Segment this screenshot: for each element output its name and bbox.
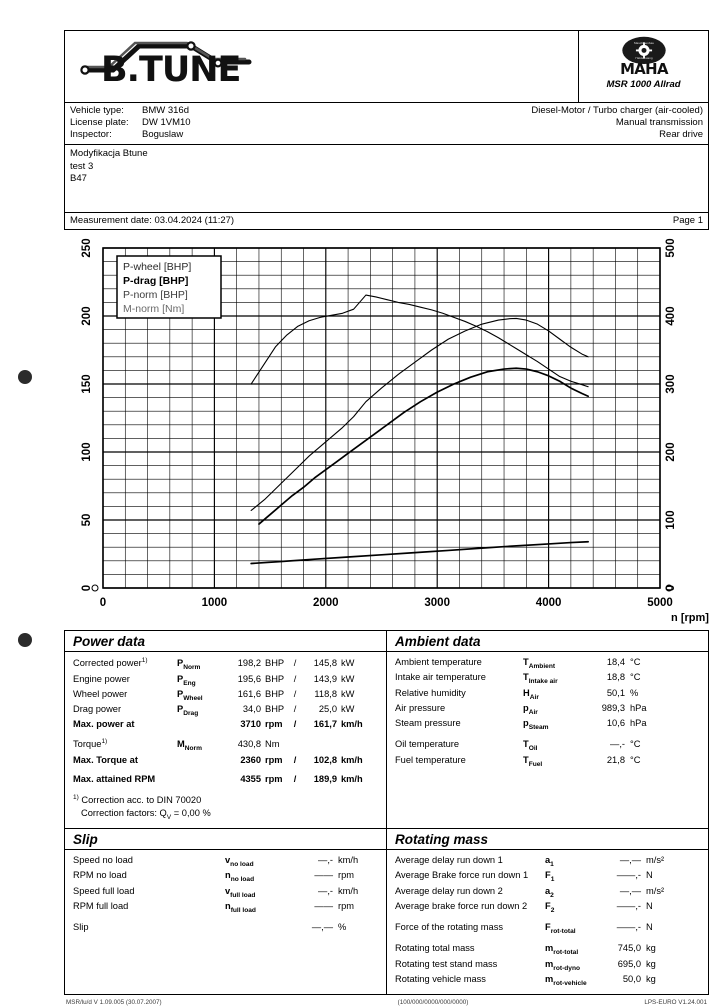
data-row-value-secondary: 145,8	[313, 658, 337, 669]
data-row	[395, 921, 700, 936]
data-row-unit-primary: rpm	[265, 719, 283, 730]
data-row-unit-secondary: kW	[341, 658, 355, 669]
data-row-separator: /	[293, 719, 297, 730]
data-row-label: Speed no load	[73, 855, 133, 866]
btune-logo-text: B.TUNE	[101, 50, 241, 90]
power-data-title: Power data	[65, 633, 386, 652]
x-axis-tick-label: 3000	[424, 597, 450, 610]
data-row-value-primary: ——	[314, 900, 333, 911]
y-axis-left-tick-label: 200	[81, 306, 93, 326]
data-row-separator: /	[293, 703, 297, 714]
rotating-mass-panel	[386, 829, 708, 994]
data-row	[73, 703, 378, 718]
inspector-label: Inspector:	[70, 129, 112, 141]
transmission-line: Manual transmission	[615, 117, 703, 129]
page-number-label: Page 1	[672, 215, 703, 227]
data-row-unit-primary: BHP	[265, 688, 285, 699]
data-row-symbol: $T_{Oil}$	[523, 739, 538, 753]
slip-title: Slip	[65, 831, 386, 850]
data-row-unit-primary: %	[338, 922, 347, 933]
data-row-unit-primary: BHP	[265, 673, 285, 684]
data-row-value-secondary: 118,8	[314, 688, 337, 699]
data-row	[395, 717, 700, 732]
note-line-2: test 3	[70, 160, 94, 172]
vehicle-type-row	[70, 105, 531, 117]
ambient-data-panel	[386, 631, 708, 828]
legend-entry-1[interactable]: P-wheel [BHP]	[123, 261, 192, 274]
data-row-symbol: $P_{Wheel}$	[177, 688, 203, 702]
power-ambient-panels	[64, 630, 709, 829]
ambient-data-body	[387, 652, 708, 771]
y-axis-right-tick-label: 0	[665, 584, 677, 592]
power-footnote-1: $^{1)}$ Correction acc. to DIN 70020	[73, 794, 202, 806]
rotating-mass-body	[387, 850, 708, 990]
data-row-unit-primary: kg	[646, 943, 656, 954]
data-row-value-primary: 18,8	[606, 672, 625, 683]
slip-rotating-panels	[64, 829, 709, 995]
data-row-value-secondary: 102,8	[313, 754, 337, 765]
svg-text:Maschinenbau: Maschinenbau	[633, 41, 654, 46]
data-row	[73, 718, 378, 731]
data-row-unit-primary: rpm	[265, 773, 283, 784]
data-row	[395, 754, 700, 769]
data-row-symbol: $p_{Steam}$	[523, 718, 549, 731]
data-row	[73, 885, 378, 900]
data-row-unit-secondary: km/h	[341, 754, 363, 765]
inspector-value: Boguslaw	[142, 129, 184, 141]
data-row-label: Force of the rotating mass	[395, 922, 503, 933]
svg-text:Haldenwang: Haldenwang	[634, 56, 653, 61]
data-row	[73, 754, 378, 767]
rotating-mass-title: Rotating mass	[387, 831, 708, 850]
data-row-unit-primary: rpm	[265, 754, 283, 765]
data-row-unit-primary: km/h	[338, 855, 359, 866]
data-row-symbol: $a_1$	[545, 855, 554, 869]
data-row-value-primary: —,—	[619, 855, 641, 866]
data-row-value-primary: 2360	[240, 754, 261, 765]
data-row-label: Fuel temperature	[395, 754, 466, 765]
data-row-symbol: $m_{rot-vehicle}$	[545, 973, 587, 987]
data-row-label: Slip	[73, 922, 89, 933]
power-data-body	[65, 652, 386, 824]
x-axis-title: n [rpm]	[671, 612, 709, 625]
data-row-value-primary: 21,8	[606, 754, 625, 765]
data-row	[73, 869, 378, 884]
data-row-label: Average delay run down 1	[395, 855, 503, 866]
data-row	[395, 671, 700, 686]
hole-punch-mark-bottom	[18, 633, 32, 647]
data-row-symbol: $P_{Eng}$	[177, 673, 196, 687]
data-row	[395, 702, 700, 717]
data-row-label: Wheel power	[73, 688, 128, 699]
series-curve-p-drag-bhp	[251, 542, 588, 564]
dyno-chart	[64, 238, 709, 630]
data-row-value-primary: —,-	[610, 739, 625, 750]
data-row-value-primary: 3710	[240, 719, 261, 730]
x-axis-tick-label: 2000	[313, 597, 339, 610]
data-row-symbol: $p_{Air}$	[523, 702, 538, 716]
data-row-separator: /	[293, 688, 297, 699]
data-row-value-primary: —,—	[311, 922, 333, 933]
data-row	[395, 656, 700, 671]
data-row	[73, 773, 378, 786]
data-row-label: Average brake force run down 2	[395, 900, 528, 911]
data-row-unit-primary: BHP	[265, 703, 285, 714]
dyno-chart-svg	[64, 238, 709, 630]
drive-type-line: Rear drive	[659, 129, 703, 141]
hole-punch-mark-top	[18, 370, 32, 384]
data-row-label: Max. power at	[73, 719, 135, 730]
data-row-value-secondary: 25,0	[318, 703, 337, 714]
data-row-unit-primary: m/s²	[646, 885, 665, 896]
data-row	[73, 688, 378, 703]
note-line-1: Modyfikacja Btune	[70, 148, 148, 160]
data-row-symbol: $v_{full load}$	[225, 885, 256, 899]
data-row-symbol: $F_1$	[545, 870, 555, 884]
data-row-separator: /	[293, 658, 297, 669]
data-row-label: Max. Torque at	[73, 754, 138, 765]
data-row-value-primary: 161,6	[237, 688, 261, 699]
data-row-symbol: $F_{rot-total}$	[545, 922, 576, 935]
data-row	[73, 921, 378, 934]
data-row	[395, 958, 700, 973]
data-row-value-primary: 989,3	[601, 702, 625, 713]
data-row	[73, 900, 378, 915]
data-row-value-primary: —,—	[619, 885, 641, 896]
maha-logo-icon	[613, 34, 675, 78]
data-row-separator: /	[293, 673, 297, 684]
x-axis-tick-label: 0	[99, 597, 107, 610]
data-row-label: Corrected power$^{1)}$	[73, 657, 148, 669]
data-row-label: Speed full load	[73, 885, 135, 896]
x-axis-tick-label: 4000	[535, 597, 562, 610]
series-curve-p-wheel-bhp	[259, 368, 588, 524]
data-row-symbol: $T_{Fuel}$	[523, 754, 543, 768]
modification-notes-section	[64, 145, 709, 213]
data-row-value-primary: —,-	[318, 885, 333, 896]
data-row-value-primary: 10,6	[606, 718, 625, 729]
data-row-symbol: $H_{Air}$	[523, 687, 539, 701]
data-row-unit-primary: m/s²	[646, 855, 665, 866]
data-row	[395, 687, 700, 702]
y-axis-left-tick-label: 250	[81, 238, 93, 258]
power-footnote-2: Correction factors: $Q_V = 0,00$ %	[81, 808, 211, 821]
data-row-unit-primary: kg	[646, 958, 656, 969]
data-row-label: Relative humidity	[395, 687, 466, 698]
data-row-unit-primary: N	[646, 900, 653, 911]
data-row-separator: /	[293, 773, 297, 784]
data-row-unit-primary: hPa	[630, 718, 647, 729]
data-row	[73, 673, 378, 688]
data-row-value-primary: 430,8	[237, 739, 261, 750]
data-row-value-primary: 195,6	[237, 673, 261, 684]
data-row-symbol: $m_{rot-total}$	[545, 943, 579, 957]
y-axis-right-tick-label: 200	[665, 442, 677, 462]
footer-left-text: MSR/lu/d V 1.09.005 (30.07.2007)	[66, 998, 162, 1006]
vehicle-info-section	[64, 102, 709, 145]
data-row-symbol: $n_{full load}$	[225, 900, 256, 914]
data-row-label: Air pressure	[395, 702, 446, 713]
data-row-label: Oil temperature	[395, 739, 460, 750]
data-row-unit-primary: Nm	[265, 739, 280, 750]
data-row	[395, 854, 700, 869]
data-row-unit-primary: rpm	[338, 870, 355, 881]
data-row-value-primary: 695,0	[617, 958, 641, 969]
data-row-unit-primary: km/h	[338, 885, 359, 896]
license-plate-label: License plate:	[70, 117, 129, 129]
data-row-unit-primary: rpm	[338, 900, 355, 911]
data-row-value-primary: 4355	[240, 773, 261, 784]
data-row-value-primary: 50,1	[606, 687, 625, 698]
legend-entry-3[interactable]: P-norm [BHP]	[123, 289, 188, 302]
y-axis-right-tick-label: 300	[665, 374, 677, 394]
data-row-symbol: $P_{Drag}$	[177, 703, 199, 717]
y-axis-left-tick-label: 100	[81, 442, 93, 462]
data-row-symbol: $m_{rot-dyno}$	[545, 958, 581, 972]
data-row-label: Steam pressure	[395, 718, 461, 729]
data-row-value-primary: 745,0	[617, 943, 641, 954]
data-row-label: Engine power	[73, 673, 130, 684]
inspector-row	[70, 129, 531, 141]
footer-middle-code: (100/000/0000/000/0000)	[397, 998, 469, 1006]
data-row-unit-secondary: km/h	[341, 719, 363, 730]
data-row-symbol: $n_{no load}$	[225, 870, 255, 884]
data-row-label: RPM full load	[73, 900, 129, 911]
y-axis-right-tick-label: 100	[665, 510, 677, 530]
slip-body	[65, 850, 386, 936]
measurement-bar	[64, 213, 709, 230]
data-row-label: Rotating vehicle mass	[395, 973, 486, 984]
slip-panel	[65, 829, 386, 994]
data-row	[395, 885, 700, 900]
data-row-unit-secondary: kW	[341, 703, 355, 714]
data-row-symbol: $T_{Ambient}$	[523, 657, 556, 671]
data-row-unit-secondary: kW	[341, 688, 355, 699]
data-row-value-primary: 34,0	[242, 703, 261, 714]
data-row	[73, 854, 378, 869]
data-row	[73, 737, 378, 753]
legend-entry-4[interactable]: M-norm [Nm]	[123, 303, 185, 316]
data-row-separator: /	[293, 754, 297, 765]
data-row-label: Ambient temperature	[395, 657, 482, 668]
data-row-unit-primary: °C	[630, 657, 641, 668]
data-row	[73, 656, 378, 672]
series-curve-m-norm-nm	[251, 295, 588, 387]
data-row-label: Average Brake force run down 1	[395, 870, 529, 881]
data-row-value-primary: ——,-	[616, 900, 641, 911]
data-row-label: Intake air temperature	[395, 672, 486, 683]
license-plate-row	[70, 117, 531, 129]
data-row-symbol: $P_{Norm}$	[177, 658, 201, 672]
data-row	[395, 869, 700, 884]
series-curve-p-norm-bhp	[251, 319, 588, 511]
data-row-value-primary: —,-	[318, 855, 333, 866]
data-row-value-secondary: 143,9	[313, 673, 337, 684]
data-row-symbol: $a_2$	[545, 885, 554, 899]
data-row-unit-primary: N	[646, 922, 653, 933]
data-row-unit-secondary: km/h	[341, 773, 363, 784]
data-row-unit-secondary: kW	[341, 673, 355, 684]
y-axis-right-tick-label: 400	[665, 306, 677, 326]
data-row-unit-primary: N	[646, 870, 653, 881]
data-row-unit-primary: BHP	[265, 658, 285, 669]
x-axis-tick-label: 5000	[647, 597, 673, 610]
license-plate-value: DW 1VM10	[142, 117, 191, 129]
data-row-value-primary: ——,-	[616, 870, 641, 881]
data-row-value-secondary: 189,9	[313, 773, 337, 784]
note-line-3: B47	[70, 172, 87, 184]
y-axis-left-tick-label: 0	[81, 584, 93, 592]
data-row-value-primary: ——	[314, 870, 333, 881]
page-footer	[64, 999, 709, 1006]
data-row-label: RPM no load	[73, 870, 127, 881]
y-axis-left-tick-label: 50	[81, 513, 93, 527]
svg-text:MAHA: MAHA	[619, 59, 668, 78]
data-row-unit-primary: °C	[630, 672, 641, 683]
data-row	[395, 900, 700, 915]
data-row-unit-primary: °C	[630, 754, 641, 765]
data-row-value-primary: 198,2	[237, 658, 261, 669]
data-row-symbol: $F_2$	[545, 900, 555, 914]
data-row-value-primary: ——,-	[616, 922, 641, 933]
legend-entry-2[interactable]: P-drag [BHP]	[123, 275, 189, 288]
y-axis-left-tick-label: 150	[81, 374, 93, 394]
data-row-unit-primary: kg	[646, 973, 656, 984]
data-row-label: Rotating test stand mass	[395, 958, 498, 969]
maha-brand-cell	[578, 31, 708, 102]
data-row	[395, 973, 700, 988]
data-row-unit-primary: %	[630, 687, 639, 698]
data-row-symbol: $M_{Norm}$	[177, 739, 202, 753]
btune-logo	[65, 31, 578, 102]
footer-version-text: LPS-EURO V1.24.001	[644, 998, 707, 1006]
power-data-panel	[65, 631, 386, 828]
data-row-label: Max. attained RPM	[73, 773, 156, 784]
vehicle-info-left	[70, 105, 531, 141]
report-page	[64, 30, 709, 1006]
data-row-label: Drag power	[73, 703, 122, 714]
data-row-label: Torque$^{1)}$	[73, 738, 108, 750]
data-row-label: Rotating total mass	[395, 943, 475, 954]
y-axis-right-tick-label: 500	[665, 238, 677, 258]
data-row-label: Average delay run down 2	[395, 885, 503, 896]
data-row	[395, 738, 700, 753]
data-row-unit-primary: hPa	[630, 702, 647, 713]
data-row	[395, 942, 700, 957]
data-row-value-primary: 18,4	[606, 657, 625, 668]
ambient-data-title: Ambient data	[387, 633, 708, 652]
vehicle-info-right	[531, 105, 703, 141]
data-row-unit-primary: °C	[630, 739, 641, 750]
measurement-date: Measurement date: 03.04.2024 (11:27)	[70, 215, 235, 227]
vehicle-type-value: BMW 316d	[142, 105, 189, 116]
data-row-symbol: $T_{Intake air}$	[523, 672, 558, 686]
data-row-value-primary: 50,0	[622, 973, 641, 984]
maha-model-label: MSR 1000 Allrad	[606, 79, 681, 90]
data-row-symbol: $v_{no load}$	[225, 855, 254, 869]
report-header	[64, 30, 709, 102]
data-row-value-secondary: 161,7	[313, 719, 337, 730]
engine-type-line: Diesel-Motor / Turbo charger (air-cooled)	[531, 105, 703, 116]
vehicle-type-label: Vehicle type:	[70, 105, 124, 116]
x-axis-tick-label: 1000	[201, 597, 228, 610]
